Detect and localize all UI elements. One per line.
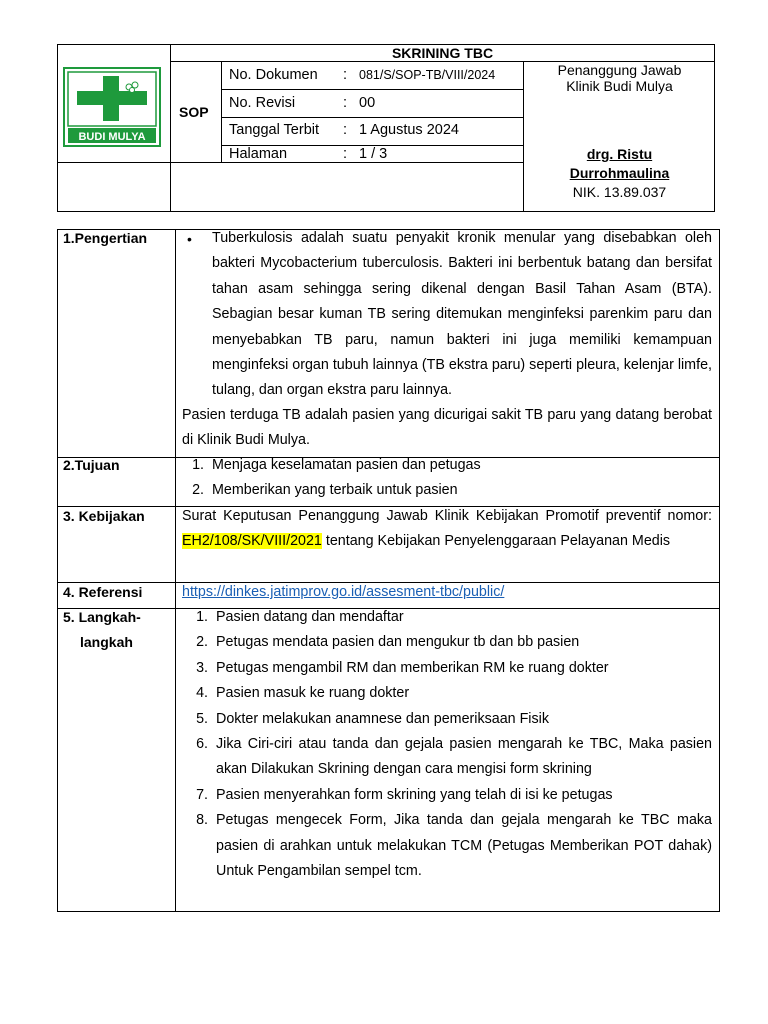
- sop-label: SOP: [179, 104, 209, 120]
- label-kebijakan: 3. Kebijakan: [63, 508, 145, 524]
- field-value-tanggal-terbit: 1 Agustus 2024: [359, 122, 459, 138]
- pengertian-paragraph: Pasien terduga TB adalah pasien yang dicurigai sakit TB paru yang datang berobat di Klinik Budi Mulya.: [182, 407, 712, 449]
- tujuan-list: [182, 453, 712, 504]
- field-value-no-revisi: 00: [359, 95, 376, 111]
- logo-text: BUDI MULYA: [78, 131, 146, 143]
- kebijakan-number: EH2/108/SK/VIII/2021: [182, 533, 322, 550]
- tujuan-item: 1. Menjaga keselamatan pasien dan petugas: [208, 453, 712, 478]
- kebijakan-post: tentang Kebijakan Penyelenggaraan Pelayanan Medis: [325, 533, 671, 550]
- field-separator: :: [343, 95, 348, 111]
- referensi-cell: [182, 580, 712, 605]
- field-value-no-dokumen: 081/S/SOP-TB/VIII/2024: [359, 68, 496, 82]
- signer-name-line2: Durrohmaulina: [569, 165, 670, 181]
- kebijakan-pre: Surat Keputusan Penanggung Jawab Klinik Kebijakan Promotif preventif nomor:: [182, 508, 712, 524]
- label-pengertian: 1.Pengertian: [63, 230, 148, 246]
- langkah-step: 4. Pasien masuk ke ruang dokter: [212, 681, 712, 706]
- langkah-step: 7. Pasien menyerahkan form skrining yang telah di isi ke petugas: [212, 783, 712, 808]
- field-label-no-dokumen: No. Dokumen: [229, 67, 318, 83]
- tujuan-item: 2. Memberikan yang terbaik untuk pasien: [208, 478, 712, 503]
- langkah-list: [182, 605, 712, 884]
- langkah-step: 2. Petugas mendata pasien dan mengukur tb dan bb pasien: [212, 630, 712, 655]
- clinic-logo: [63, 67, 161, 147]
- langkah-step: 8. Petugas mengecek Form, Jika tanda dan gejala mengarah ke TBC maka pasien di arahkan untuk melakukan TCM (Petugas Memberikan POT dahak) Untuk Pengambilan sempel tcm.: [212, 808, 712, 884]
- signer-nik: NIK. 13.89.037: [572, 184, 667, 200]
- field-label-tanggal-terbit: Tanggal Terbit: [229, 122, 320, 138]
- bullet-icon: •: [187, 231, 192, 247]
- pengertian-bullet-text: Tuberkulosis adalah suatu penyakit kronik menular yang disebabkan oleh bakteri Mycobacterium tuberculosis. Bakteri ini berbentuk batang dan bersifat tahan asam sehingga sering dikenal dengan Basil Tahan Asam (BTA). Sebagian besar kuman TB sering ditemukan menginfeksi parenkim paru dan menyebabkan TB paru, namun bakteri ini juga memiliki kemampuan menginfeksi organ tubuh lainnya (TB ekstra paru) seperti pleura, kelenjar limfe, tulang, dan organ ekstra paru lainnya.: [212, 230, 712, 399]
- langkah-step: 3. Petugas mengambil RM dan memberikan RM ke ruang dokter: [212, 656, 712, 681]
- document-title: SKRINING TBC: [391, 45, 494, 61]
- langkah-step: 5. Dokter melakukan anamnese dan pemeriksaan Fisik: [212, 707, 712, 732]
- langkah-step: 6. Jika Ciri-ciri atau tanda dan gejala pasien mengarah ke TBC, Maka pasien akan Dilakukan Skrining dengan cara mengisi form skrining: [212, 732, 712, 783]
- label-langkah-cont: langkah: [80, 634, 133, 650]
- kebijakan-text: [182, 504, 712, 555]
- responsible-title: Penanggung Jawab: [557, 62, 682, 78]
- field-value-halaman: 1 / 3: [359, 146, 388, 162]
- label-referensi: 4. Referensi: [63, 584, 143, 600]
- field-separator: :: [343, 67, 348, 83]
- label-langkah: 5. Langkah-: [63, 609, 141, 625]
- field-label-halaman: Halaman: [229, 146, 288, 162]
- label-tujuan: 2.Tujuan: [63, 457, 120, 473]
- field-label-no-revisi: No. Revisi: [229, 95, 296, 111]
- field-separator: :: [343, 122, 348, 138]
- signer-name-line1: drg. Ristu: [586, 146, 653, 162]
- langkah-step: 1. Pasien datang dan mendaftar: [212, 605, 712, 630]
- field-separator: :: [343, 146, 348, 162]
- referensi-link[interactable]: https://dinkes.jatimprov.go.id/assesment-tbc/public/: [182, 584, 505, 600]
- responsible-clinic: Klinik Budi Mulya: [566, 78, 673, 94]
